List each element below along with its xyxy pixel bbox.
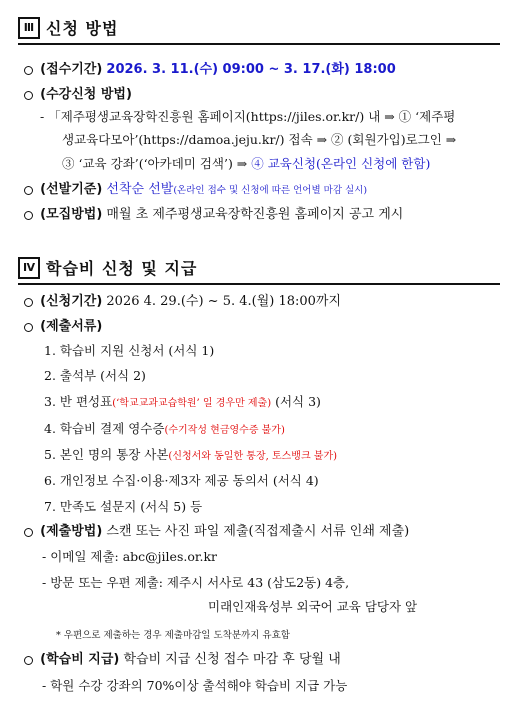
submit-visit-line-1: - 방문 또는 우편 제출: 제주시 서사로 43 (삼도2동) 4층, xyxy=(42,575,350,590)
apply-period-label: (신청기간) xyxy=(40,294,103,309)
document-item-tail: (서식 3) xyxy=(271,394,321,409)
document-item-text: 7. 만족도 설문지 (서식 5) 등 xyxy=(44,499,203,514)
circle-bullet-icon xyxy=(22,523,36,541)
apply-period-label: (접수기간) xyxy=(40,62,103,77)
document-item xyxy=(44,342,214,360)
document-item-text: 3. 반 편성표 xyxy=(44,394,113,409)
document-item-note: (신청서와 동일한 통장, 토스뱅크 불가) xyxy=(168,451,338,462)
documents-row xyxy=(22,318,102,336)
recruit-value: 매월 초 제주평생교육장학진흥원 홈페이지 공고 게시 xyxy=(106,207,404,222)
apply-period-value: 2026 4. 29.(수) ~ 5. 4.(월) 18:00까지 xyxy=(106,294,342,309)
submit-email: - 이메일 제출: abc@jiles.or.kr xyxy=(42,549,217,564)
recruit-label: (모집방법) xyxy=(40,207,103,222)
section-divider xyxy=(18,43,500,45)
document-item xyxy=(44,420,285,440)
apply-period-row xyxy=(22,61,396,79)
payment-value: 학습비 지급 신청 접수 마감 후 당월 내 xyxy=(123,652,341,667)
circle-bullet-icon xyxy=(22,293,36,311)
document-item-note: (수기작성 현금영수증 불가) xyxy=(164,425,285,436)
document-item-text: 6. 개인정보 수집·이용·제3자 제공 동의서 (서식 4) xyxy=(44,473,319,488)
circle-bullet-icon xyxy=(22,86,36,104)
submit-method-value: 스캔 또는 사진 파일 제출(직접제출시 서류 인쇄 제출) xyxy=(106,524,410,539)
method-line-3-highlight: ④ 교육신청(온라인 신청에 한함) xyxy=(251,156,431,171)
document-item xyxy=(44,446,337,466)
section-3-header xyxy=(18,16,118,39)
method-line-2: 생교육다모아’(https://damoa.jeju.kr/) 접속 ⇒ ② (회원가입)로그인 ⇒ xyxy=(62,132,457,147)
circle-bullet-icon xyxy=(22,206,36,224)
recruit-row xyxy=(22,206,403,224)
document-item-text: 4. 학습비 결제 영수증 xyxy=(44,421,165,436)
document-item xyxy=(44,367,146,385)
section-4-header xyxy=(18,256,197,279)
method-line-3-start: ③ ‘교육 강좌’(‘아카데미 검색’) ⇒ xyxy=(62,156,252,171)
circle-bullet-icon xyxy=(22,61,36,79)
apply-period-row xyxy=(22,293,341,311)
method-line-3 xyxy=(62,155,430,173)
document-item-text: 2. 출석부 (서식 2) xyxy=(44,368,146,383)
document-item xyxy=(44,472,319,490)
submit-visit-line-2: 미래인재육성부 외국어 교육 담당자 앞 xyxy=(208,599,418,614)
document-item-text: 5. 본인 명의 통장 사본 xyxy=(44,447,169,462)
circle-bullet-icon xyxy=(22,651,36,669)
section-title: 신청 방법 xyxy=(46,19,119,38)
selection-value: 선착순 선발 xyxy=(106,182,174,197)
selection-note: (온라인 접수 및 신청에 따른 언어별 마감 실시) xyxy=(173,185,368,196)
document-item xyxy=(44,393,321,413)
section-title: 학습비 신청 및 지급 xyxy=(46,259,198,278)
circle-bullet-icon xyxy=(22,318,36,336)
submit-method-row xyxy=(22,523,409,541)
method-label: (수강신청 방법) xyxy=(40,87,132,102)
submit-method-label: (제출방법) xyxy=(40,524,103,539)
payment-label: (학습비 지급) xyxy=(40,652,120,667)
method-row xyxy=(22,86,132,104)
method-line-1: - 「제주평생교육장학진흥원 홈페이지(https://jiles.or.kr/) 내 ⇒ ① ‘제주평 xyxy=(40,109,456,124)
circle-bullet-icon xyxy=(22,181,36,199)
section-divider xyxy=(18,283,500,285)
selection-label: (선발기준) xyxy=(40,182,103,197)
payment-row xyxy=(22,651,341,669)
documents-label: (제출서류) xyxy=(40,319,103,334)
document-item-note: (‘학교교과교습학원’ 일 경우만 제출) xyxy=(112,398,272,409)
document-item-text: 1. 학습비 지원 신청서 (서식 1) xyxy=(44,343,215,358)
section-number-box: Ⅲ xyxy=(18,17,40,39)
document-item xyxy=(44,498,202,516)
selection-row xyxy=(22,181,367,200)
apply-period-value: 2026. 3. 11.(수) 09:00 ~ 3. 17.(화) 18:00 xyxy=(106,62,396,77)
payment-condition: - 학원 수강 강좌의 70%이상 출석해야 학습비 지급 가능 xyxy=(42,678,348,693)
mail-deadline-note: * 우편으로 제출하는 경우 제출마감일 도착분까지 유효함 xyxy=(56,630,290,641)
section-number-box: Ⅳ xyxy=(18,257,40,279)
